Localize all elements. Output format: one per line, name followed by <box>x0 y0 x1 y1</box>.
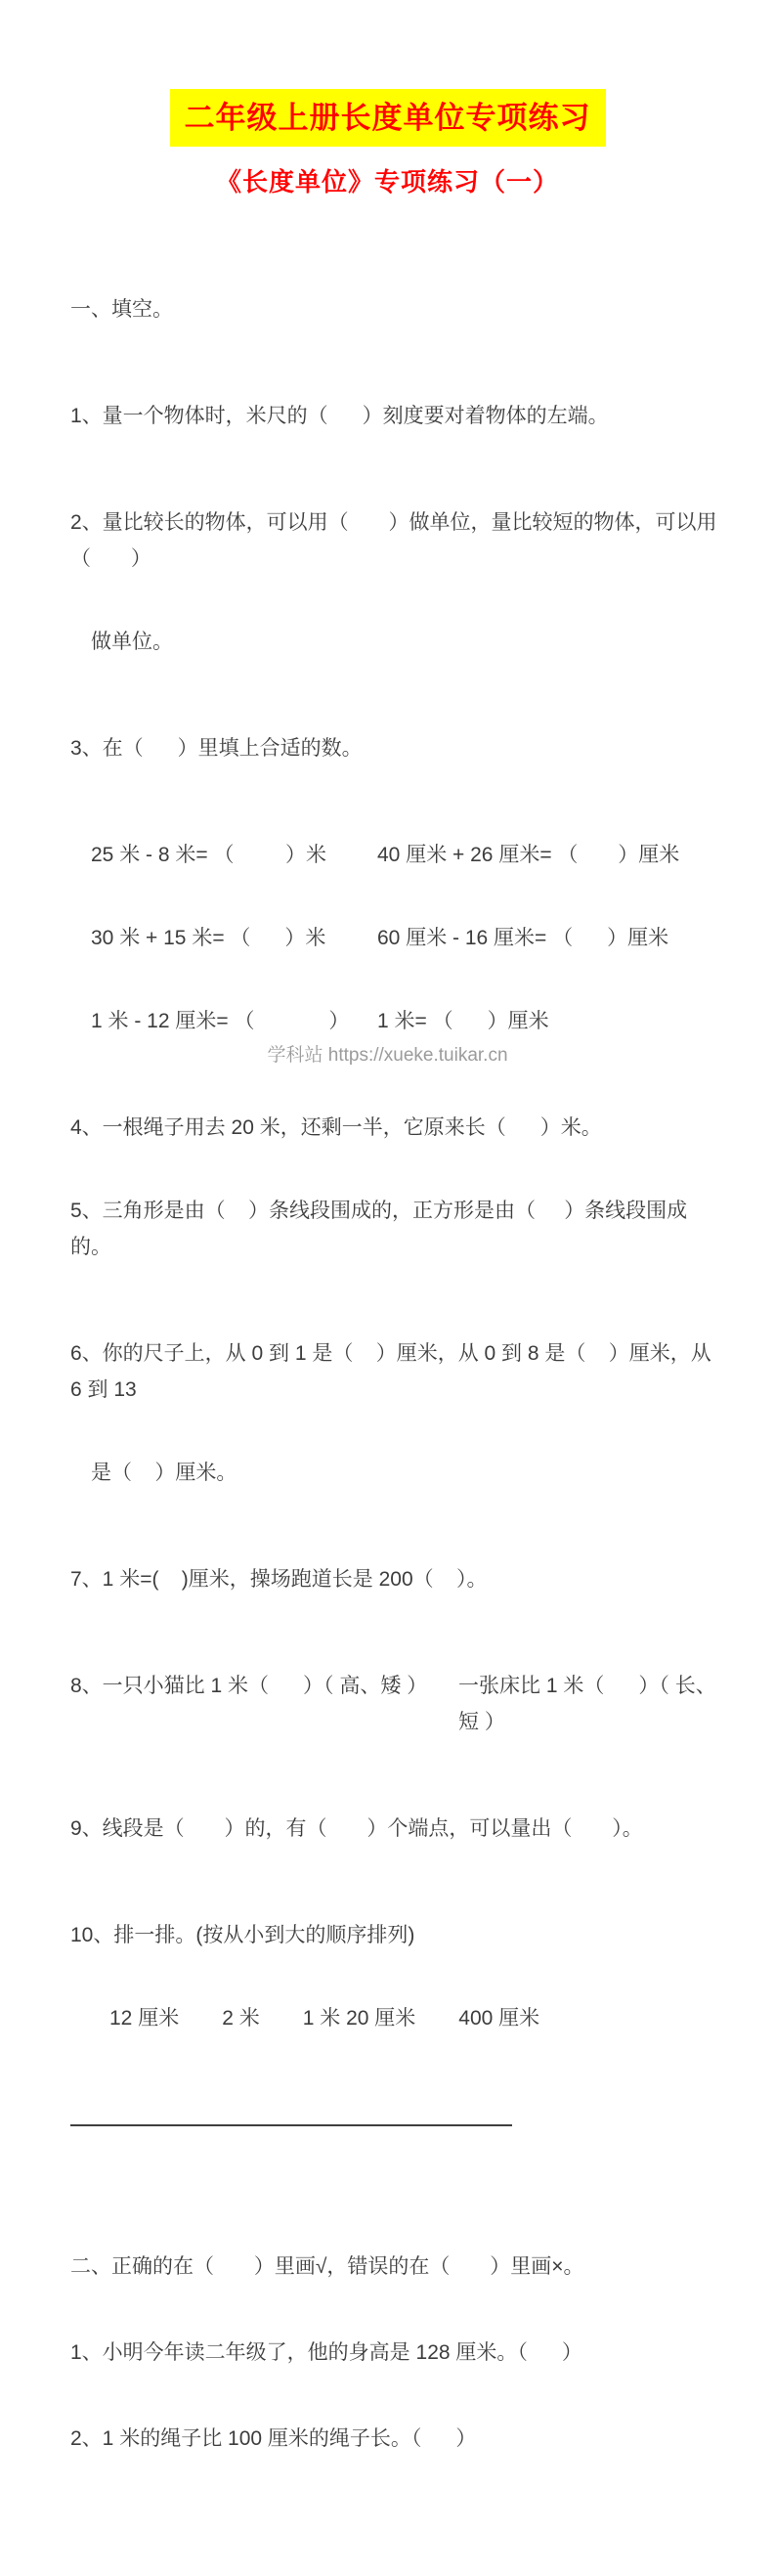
sort-item-1: 12 厘米 <box>109 2007 180 2030</box>
judge-question-1: 1、小明今年读二年级了，他的身高是 128 厘米。（ ） <box>70 2341 582 2364</box>
equation-3-right: 1 米= （ ）厘米 <box>377 1010 549 1032</box>
equation-2-left: 30 米 + 15 米= （ ）米 <box>91 927 326 949</box>
sort-item-2: 2 米 <box>222 2007 260 2030</box>
fill-question-6-continued: 是（ ）厘米。 <box>91 1462 237 1484</box>
section-judge-heading: 二、正确的在（ ）里画√，错误的在（ ）里画×。 <box>70 2255 584 2278</box>
fill-question-8 <box>70 1668 720 1740</box>
equation-row-1 <box>70 837 720 873</box>
fill-question-5: 5、三角形是由（ ）条线段围成的，正方形是由（ ）条线段围成的。 <box>70 1200 688 1258</box>
question-8-left: 8、一只小猫比 1 米（ ）（ 高、矮 ） <box>70 1675 428 1697</box>
sort-item-4: 400 厘米 <box>458 2007 540 2030</box>
question-10-items <box>70 2000 720 2036</box>
equation-row-2 <box>70 920 720 956</box>
fill-question-10: 10、排一排。(按从小到大的顺序排列) <box>70 1924 415 1946</box>
fill-question-9: 9、线段是（ ）的，有（ ）个端点，可以量出（ ）。 <box>70 1817 643 1840</box>
sort-item-3: 1 米 20 厘米 <box>302 2007 416 2030</box>
fill-question-4: 4、一根绳子用去 20 米，还剩一半，它原来长（ ）米。 <box>70 1116 602 1139</box>
worksheet-body <box>70 221 720 2576</box>
equation-1-left: 25 米 - 8 米= （ ）米 <box>91 844 326 866</box>
fill-question-6: 6、你的尺子上，从 0 到 1 是（ ）厘米，从 0 到 8 是（ ）厘米，从 6 到 13 <box>70 1342 717 1401</box>
page-subtitle: 《长度单位》专项练习（一） <box>215 167 559 196</box>
equation-3-left: 1 米 - 12 厘米= （ ） <box>91 1010 350 1032</box>
fill-question-7: 7、1 米=( )厘米，操场跑道长是 200（ ）。 <box>70 1568 488 1591</box>
section-fill-heading: 一、填空。 <box>70 298 173 321</box>
fill-question-2-continued: 做单位。 <box>91 631 173 653</box>
answer-line <box>70 2124 512 2126</box>
judge-question-2: 2、1 米的绳子比 100 厘米的绳子长。（ ） <box>70 2427 477 2450</box>
question-8-right: 一张床比 1 米（ ）（ 长、短 ） <box>458 1675 716 1733</box>
title-banner-row <box>0 0 775 147</box>
page-title: 二年级上册长度单位专项练习 <box>170 89 606 147</box>
equation-2-right: 60 厘米 - 16 厘米= （ ）厘米 <box>377 927 669 949</box>
fill-question-3: 3、在（ ）里填上合适的数。 <box>70 737 363 760</box>
fill-question-1: 1、量一个物体时，米尺的（ ）刻度要对着物体的左端。 <box>70 405 609 427</box>
fill-question-2: 2、量比较长的物体，可以用（ ）做单位，量比较短的物体，可以用（ ） <box>70 511 717 570</box>
section-judge <box>70 2201 720 2506</box>
watermark-footer: 学科站 https://xueke.tuikar.cn <box>267 1045 508 1066</box>
equation-1-right: 40 厘米 + 26 厘米= （ ）厘米 <box>377 844 680 866</box>
equation-row-3 <box>70 1003 720 1039</box>
